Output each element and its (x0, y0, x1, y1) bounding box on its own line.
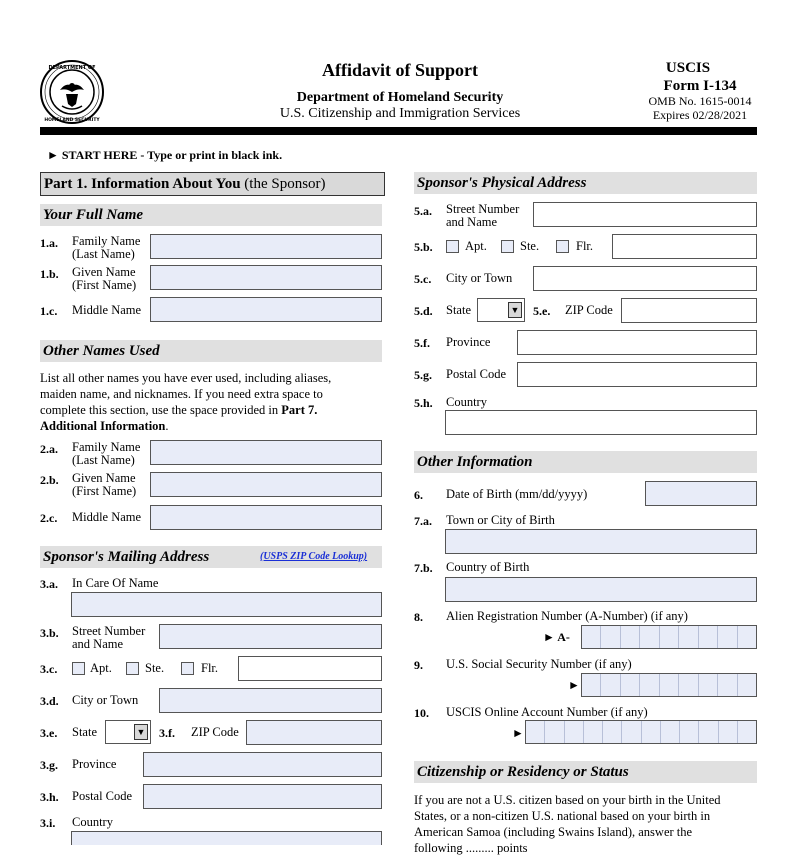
chevron-down-icon[interactable]: ▼ (508, 302, 522, 318)
physical-zip-input[interactable] (621, 298, 757, 323)
other-given-name-input[interactable] (150, 472, 382, 497)
form-title: Affidavit of Support (321, 60, 478, 80)
item-number: 10. (414, 706, 429, 720)
mailing-unit-number-input[interactable] (238, 656, 382, 681)
item-number: 2.a. (40, 442, 58, 456)
header-rule (40, 127, 757, 135)
item-number: 3.e. (40, 726, 58, 740)
section-mailing-address: Sponsor's Mailing Address (40, 546, 382, 568)
date-of-birth-input[interactable] (645, 481, 757, 506)
section-citizenship: Citizenship or Residency or Status (414, 761, 757, 783)
physical-city-label: City or Town (446, 271, 513, 285)
ste-label: Ste. (145, 661, 165, 675)
section-full-name: Your Full Name (40, 204, 382, 226)
ssn-arrow: ► (568, 678, 580, 692)
item-number: 9. (414, 658, 423, 672)
item-number: 7.a. (414, 514, 432, 528)
item-number: 3.f. (159, 726, 175, 740)
physical-postal-code-input[interactable] (517, 362, 757, 387)
item-number: 1.b. (40, 267, 59, 281)
mailing-zip-label: ZIP Code (191, 725, 239, 739)
other-names-instructions: List all other names you have ever used, including aliases, maiden name, and nicknames. If you need extra space to complete this section, use the space provided in Part 7. Additional Information. (40, 371, 332, 433)
usps-zip-lookup-link[interactable]: (USPS ZIP Code Lookup) (260, 551, 368, 562)
item-number: 6. (414, 488, 423, 502)
physical-unit-number-input[interactable] (612, 234, 757, 259)
mailing-state-select[interactable] (105, 720, 151, 744)
item-number: 3.g. (40, 758, 58, 772)
item-number: 1.a. (40, 236, 58, 250)
form-number: Form I-134 (663, 78, 737, 94)
agency-name: U.S. Citizenship and Immigration Services (279, 106, 521, 121)
ssn-label: U.S. Social Security Number (if any) (446, 657, 632, 671)
mailing-flr-checkbox[interactable] (181, 662, 194, 675)
apt-label: Apt. (90, 661, 112, 675)
item-number: 5.g. (414, 368, 432, 382)
dhs-seal-logo (40, 60, 104, 124)
mailing-zip-input[interactable] (246, 720, 382, 745)
item-number: 2.c. (40, 511, 58, 525)
a-number-prefix: ► A- (543, 630, 570, 644)
mailing-country-input[interactable] (71, 831, 382, 845)
physical-state-label: State (446, 303, 471, 317)
a-number-input[interactable] (581, 625, 757, 649)
other-family-name-label: Family Name (Last Name) (72, 440, 141, 467)
svg-text:DEPARTMENT OF: DEPARTMENT OF (48, 65, 96, 71)
mailing-apt-checkbox[interactable] (72, 662, 85, 675)
chevron-down-icon[interactable]: ▼ (134, 724, 148, 740)
department-name: Department of Homeland Security (296, 90, 504, 105)
section-physical-address: Sponsor's Physical Address (414, 172, 757, 194)
apt-label: Apt. (465, 239, 487, 253)
physical-province-label: Province (446, 335, 491, 349)
in-care-of-input[interactable] (71, 592, 382, 617)
item-number: 5.d. (414, 304, 433, 318)
omb-number: OMB No. 1615-0014 (648, 94, 752, 108)
mailing-postal-code-input[interactable] (143, 784, 382, 809)
family-name-label: Family Name (Last Name) (72, 234, 141, 261)
uscis-online-account-label: USCIS Online Account Number (if any) (446, 705, 648, 719)
country-of-birth-label: Country of Birth (446, 560, 530, 574)
given-name-input[interactable] (150, 265, 382, 290)
mailing-province-label: Province (72, 757, 117, 771)
section-other-names: Other Names Used (40, 340, 382, 362)
flr-label: Flr. (576, 239, 594, 253)
middle-name-input[interactable] (150, 297, 382, 322)
other-family-name-input[interactable] (150, 440, 382, 465)
physical-state-select[interactable] (477, 298, 525, 322)
svg-text:HOMELAND SECURITY: HOMELAND SECURITY (44, 118, 100, 123)
mailing-state-label: State (72, 725, 97, 739)
item-number: 5.h. (414, 396, 433, 410)
section-other-information: Other Information (414, 451, 757, 473)
a-number-label: Alien Registration Number (A-Number) (if any) (446, 609, 688, 623)
family-name-input[interactable] (150, 234, 382, 259)
other-middle-name-label: Middle Name (72, 510, 142, 524)
item-number: 3.h. (40, 790, 59, 804)
item-number: 3.i. (40, 816, 56, 830)
other-given-name-label: Given Name (First Name) (72, 471, 137, 498)
item-number: 3.c. (40, 662, 58, 676)
item-number: 3.a. (40, 577, 58, 591)
date-of-birth-label: Date of Birth (mm/dd/yyyy) (446, 487, 588, 501)
uscis-label: USCIS (665, 60, 711, 76)
physical-country-input[interactable] (445, 410, 757, 435)
mailing-street-input[interactable] (159, 624, 382, 649)
item-number: 5.f. (414, 336, 430, 350)
physical-province-input[interactable] (517, 330, 757, 355)
city-of-birth-label: Town or City of Birth (446, 513, 555, 527)
item-number: 5.c. (414, 272, 432, 286)
mailing-city-label: City or Town (72, 693, 139, 707)
physical-country-label: Country (446, 395, 487, 409)
physical-street-label: Street Number and Name (446, 202, 520, 229)
physical-city-input[interactable] (533, 266, 757, 291)
item-number: 5.a. (414, 204, 432, 218)
start-instruction: ► START HERE - Type or print in black ink. (47, 148, 283, 162)
item-number: 3.b. (40, 626, 59, 640)
item-number: 8. (414, 610, 423, 624)
mailing-country-label: Country (72, 815, 113, 829)
citizenship-instructions: If you are not a U.S. citizen based on your birth in the United States, or a non-citizen U.S. national based on your birth in American Samoa (including Swains Island), answer the following ......... points (414, 793, 721, 855)
physical-apt-checkbox[interactable] (446, 240, 459, 253)
part1-heading: Part 1. Information About You (the Sponsor) (40, 172, 385, 196)
ste-label: Ste. (520, 239, 540, 253)
middle-name-label: Middle Name (72, 303, 142, 317)
mailing-street-label: Street Number and Name (72, 624, 146, 651)
physical-street-input[interactable] (533, 202, 757, 227)
physical-ste-checkbox[interactable] (501, 240, 514, 253)
physical-zip-label: ZIP Code (565, 303, 613, 317)
item-number: 2.b. (40, 473, 59, 487)
uscis-online-account-input[interactable] (525, 720, 757, 744)
item-number: 1.c. (40, 304, 58, 318)
physical-postal-code-label: Postal Code (446, 367, 507, 381)
mailing-province-input[interactable] (143, 752, 382, 777)
given-name-label: Given Name (First Name) (72, 265, 137, 292)
ssn-input[interactable] (581, 673, 757, 697)
item-number: 5.e. (533, 304, 551, 318)
other-middle-name-input[interactable] (150, 505, 382, 530)
mailing-city-input[interactable] (159, 688, 382, 713)
item-number: 3.d. (40, 694, 59, 708)
item-number: 5.b. (414, 240, 433, 254)
country-of-birth-input[interactable] (445, 577, 757, 602)
city-of-birth-input[interactable] (445, 529, 757, 554)
mailing-postal-code-label: Postal Code (72, 789, 133, 803)
in-care-of-label: In Care Of Name (72, 576, 159, 590)
item-number: 7.b. (414, 561, 433, 575)
physical-flr-checkbox[interactable] (556, 240, 569, 253)
flr-label: Flr. (201, 661, 219, 675)
account-arrow: ► (512, 726, 524, 740)
expiration-date: Expires 02/28/2021 (652, 108, 748, 122)
mailing-ste-checkbox[interactable] (126, 662, 139, 675)
